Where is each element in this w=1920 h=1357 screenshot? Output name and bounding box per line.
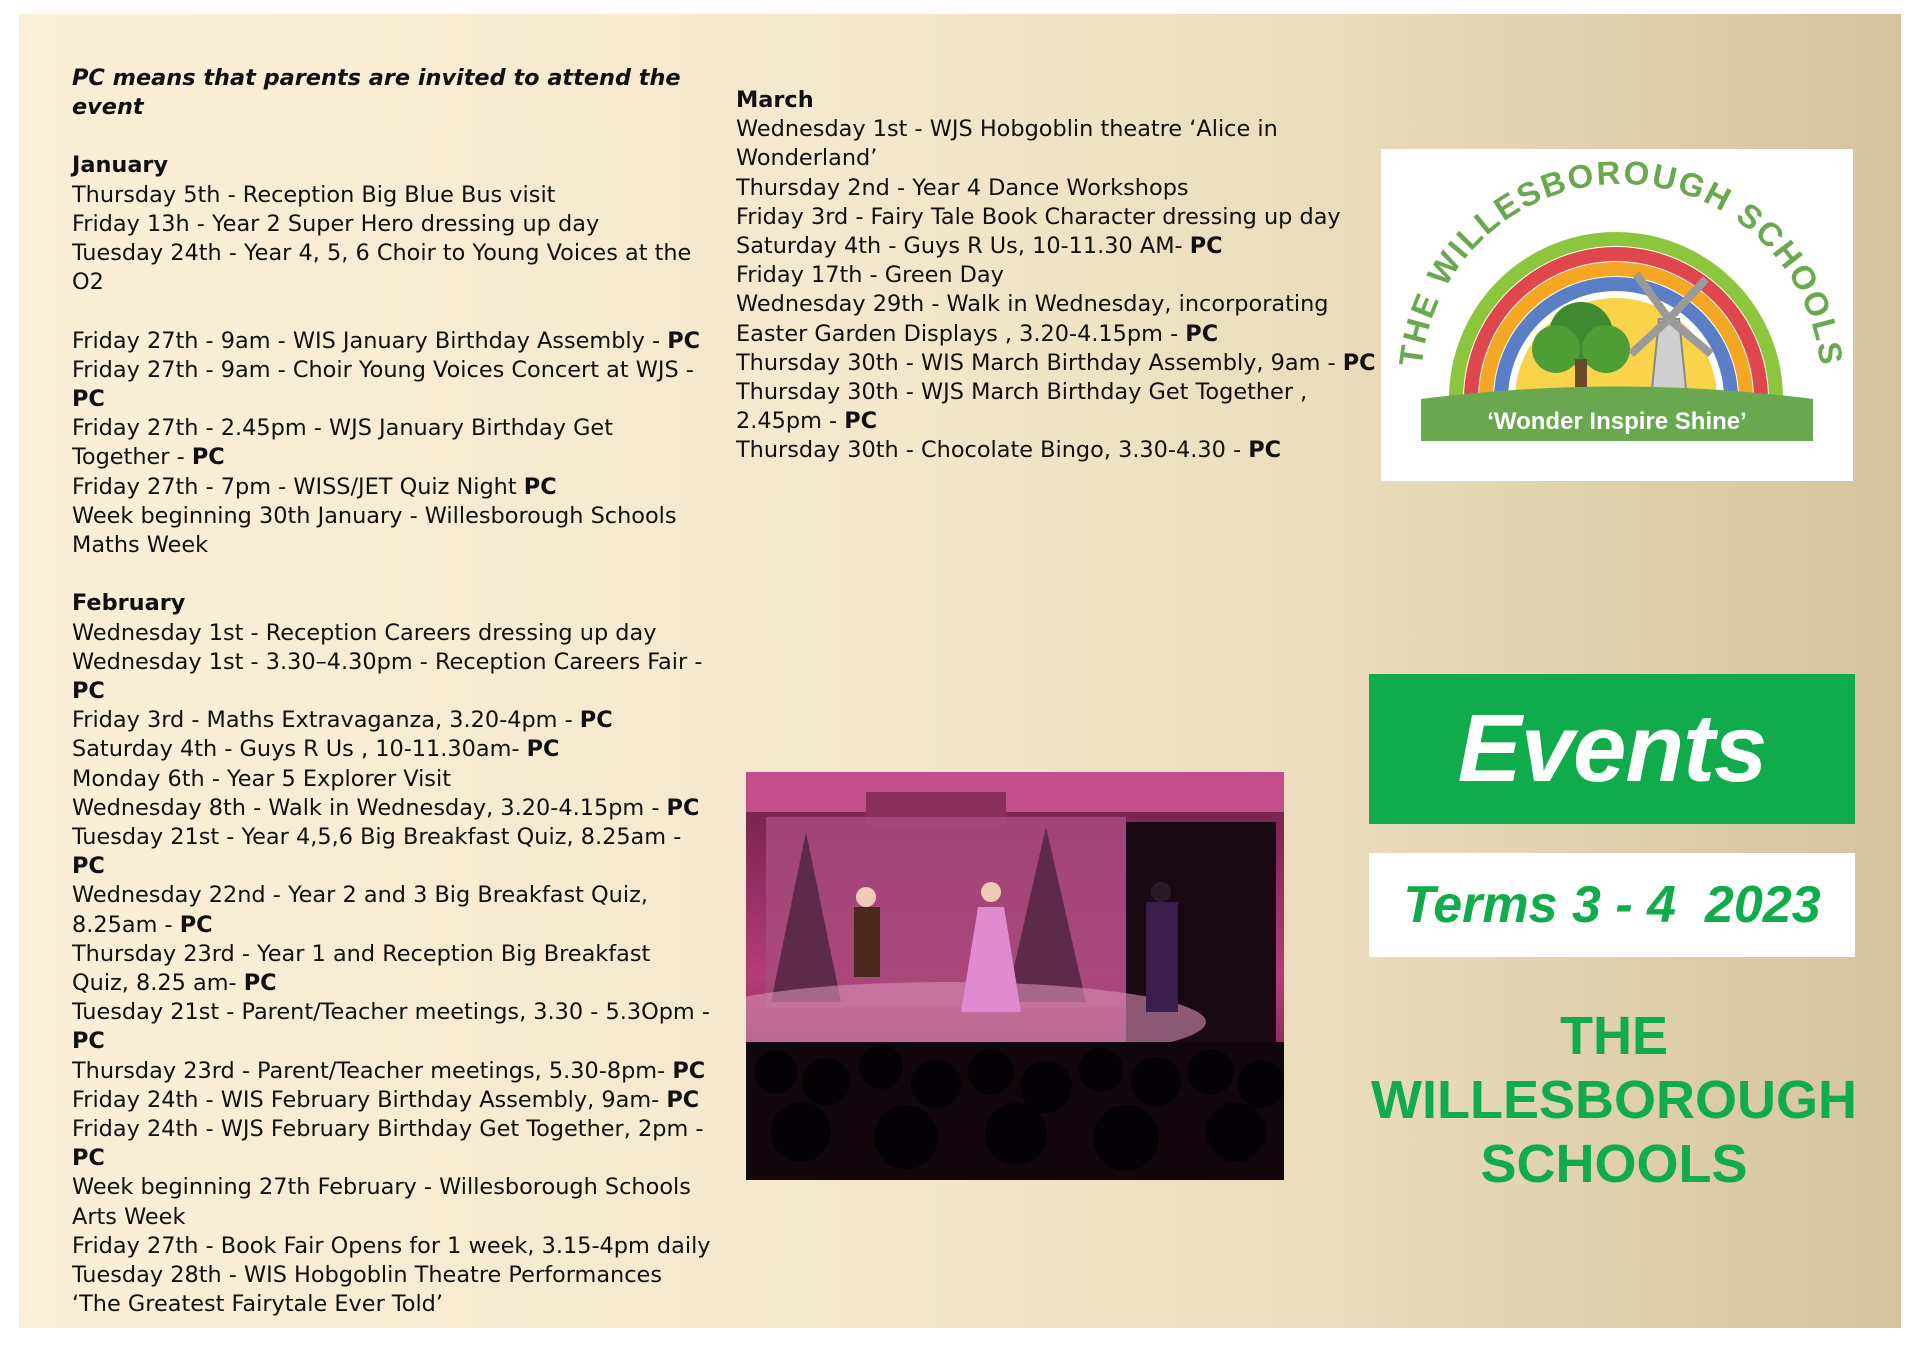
event-item xyxy=(72,765,712,794)
events-column-middle xyxy=(736,86,1376,466)
event-text: Week beginning 30th January - Willesborough Schools Maths Week xyxy=(72,502,677,559)
parents-invited-badge: PC xyxy=(1189,233,1223,260)
event-item xyxy=(72,239,712,297)
event-item xyxy=(736,378,1376,436)
event-item xyxy=(736,203,1376,232)
event-text: Thursday 2nd - Year 4 Dance Workshops xyxy=(736,174,1189,201)
event-text: Friday 27th - 7pm - WISS/JET Quiz Night xyxy=(72,473,524,500)
events-flyer xyxy=(19,14,1901,1328)
parents-invited-badge: PC xyxy=(243,970,277,997)
event-item xyxy=(736,290,1376,348)
event-text: Thursday 5th - Reception Big Blue Bus visit xyxy=(72,181,556,208)
event-text: Friday 17th - Green Day xyxy=(736,262,1004,289)
event-item xyxy=(736,232,1376,261)
event-item xyxy=(72,473,712,502)
event-item xyxy=(736,261,1376,290)
event-item xyxy=(72,881,712,939)
event-item xyxy=(72,502,712,560)
parents-invited-badge: PC xyxy=(526,736,560,763)
month-heading-february: February xyxy=(72,590,186,617)
parents-invited-badge: PC xyxy=(666,794,700,821)
parents-invited-badge: PC xyxy=(666,1086,700,1113)
event-item xyxy=(736,115,1376,173)
school-name-line: WILLESBOROUGH xyxy=(1371,1070,1857,1130)
event-text: Wednesday 29th - Walk in Wednesday, incorporating Easter Garden Displays , 3.20-4.15pm - xyxy=(736,291,1329,347)
event-text: Friday 24th - WJS February Birthday Get Together, 2pm - xyxy=(72,1116,704,1143)
event-item xyxy=(72,1057,712,1086)
event-item xyxy=(72,735,712,764)
event-item xyxy=(72,210,712,239)
events-column-left xyxy=(72,64,712,1320)
event-item xyxy=(72,619,712,648)
terms-subtitle: Terms 3 - 4 2023 xyxy=(1369,853,1855,957)
month-heading-march: March xyxy=(736,87,814,113)
event-text: Tuesday 28th - WIS Hobgoblin Theatre Performances ‘The Greatest Fairytale Ever Told’ xyxy=(72,1262,662,1318)
event-text: Wednesday 22nd - Year 2 and 3 Big Breakfast Quiz, 8.25am - xyxy=(72,882,648,938)
event-item xyxy=(736,174,1376,203)
event-text: Thursday 30th - WJS March Birthday Get Together , 2.45pm - xyxy=(736,379,1308,435)
event-text: Monday 6th - Year 5 Explorer Visit xyxy=(72,765,451,792)
logo-arc-text: THE WILLESBOROUGH SCHOOLS xyxy=(1391,153,1851,369)
event-item xyxy=(72,327,712,356)
event-item xyxy=(72,940,712,998)
event-text: Thursday 23rd - Parent/Teacher meetings, 5.30-8pm- xyxy=(72,1057,673,1084)
event-item xyxy=(72,356,712,414)
parents-invited-badge: PC xyxy=(72,853,105,880)
pc-explanation: PC means that parents are invited to attend the event xyxy=(72,65,681,121)
march-events xyxy=(736,115,1376,465)
list-spacer xyxy=(72,297,712,326)
event-item xyxy=(72,1261,712,1319)
event-item xyxy=(72,706,712,735)
parents-invited-badge: PC xyxy=(523,473,557,500)
event-text: Friday 3rd - Maths Extravaganza, 3.20-4pm - xyxy=(72,707,580,734)
event-text: Week beginning 27th February - Willesborough Schools Arts Week xyxy=(72,1174,691,1230)
parents-invited-badge: PC xyxy=(672,1057,706,1084)
event-item xyxy=(72,1173,712,1231)
logo-motto: ‘Wonder Inspire Shine’ xyxy=(1487,408,1747,435)
event-text: Tuesday 21st - Year 4,5,6 Big Breakfast Quiz, 8.25am - xyxy=(72,824,682,851)
event-item xyxy=(736,436,1376,465)
event-text: Friday 27th - Book Fair Opens for 1 week, 3.15-4pm daily xyxy=(72,1232,711,1259)
parents-invited-badge: PC xyxy=(667,327,701,354)
event-text: Friday 27th - 2.45pm - WJS January Birthday Get Together - xyxy=(72,415,613,471)
event-item xyxy=(72,823,712,881)
event-text: Thursday 30th - Chocolate Bingo, 3.30-4.30 - xyxy=(736,437,1249,464)
events-title: Events xyxy=(1369,674,1855,824)
event-text: Friday 27th - 9am - WIS January Birthday Assembly - xyxy=(72,327,668,354)
january-events xyxy=(72,181,712,561)
event-item xyxy=(72,998,712,1056)
event-item xyxy=(72,648,712,706)
event-item xyxy=(72,1086,712,1115)
parents-invited-badge: PC xyxy=(844,408,878,435)
theatre-performance-photo xyxy=(746,772,1284,1180)
event-text: Tuesday 24th - Year 4, 5, 6 Choir to Young Voices at the O2 xyxy=(72,240,692,296)
event-text: Saturday 4th - Guys R Us , 10-11.30am- xyxy=(72,736,527,763)
school-name-line: THE xyxy=(1560,1006,1668,1066)
event-item xyxy=(72,794,712,823)
event-item xyxy=(72,1115,712,1173)
event-text: Wednesday 8th - Walk in Wednesday, 3.20-4.15pm - xyxy=(72,794,667,821)
event-text: Wednesday 1st - Reception Careers dressing up day xyxy=(72,619,657,646)
school-name-line: SCHOOLS xyxy=(1480,1134,1748,1194)
event-text: Friday 27th - 9am - Choir Young Voices Concert at WJS - xyxy=(72,356,694,383)
parents-invited-badge: PC xyxy=(72,1028,105,1055)
event-item xyxy=(72,181,712,210)
parents-invited-badge: PC xyxy=(191,444,225,471)
parents-invited-badge: PC xyxy=(1185,320,1219,347)
event-text: Tuesday 21st - Parent/Teacher meetings, 3.30 - 5.3Opm - xyxy=(72,999,710,1026)
event-item xyxy=(72,414,712,472)
event-text: Thursday 30th - WIS March Birthday Assembly, 9am - xyxy=(736,349,1343,376)
event-text: Friday 13h - Year 2 Super Hero dressing up day xyxy=(72,210,600,237)
parents-invited-badge: PC xyxy=(579,707,613,734)
parents-invited-badge: PC xyxy=(72,678,105,705)
event-text: Wednesday 1st - WJS Hobgoblin theatre ‘Alice in Wonderland’ xyxy=(736,116,1278,172)
parents-invited-badge: PC xyxy=(72,1145,105,1172)
month-heading-january: January xyxy=(72,152,169,179)
event-text: Wednesday 1st - 3.30–4.30pm - Reception Careers Fair - xyxy=(72,648,703,675)
parents-invited-badge: PC xyxy=(1342,349,1376,376)
parents-invited-badge: PC xyxy=(179,911,213,938)
school-logo xyxy=(1381,149,1853,481)
event-text: Thursday 23rd - Year 1 and Reception Big Breakfast Quiz, 8.25 am- xyxy=(72,940,651,997)
parents-invited-badge: PC xyxy=(72,386,105,413)
parents-invited-badge: PC xyxy=(1248,437,1282,464)
event-text: Friday 24th - WIS February Birthday Assembly, 9am- xyxy=(72,1086,667,1113)
event-text: Saturday 4th - Guys R Us, 10-11.30 AM- xyxy=(736,233,1190,260)
february-events xyxy=(72,619,712,1320)
school-name xyxy=(1329,1004,1899,1196)
event-text: Friday 3rd - Fairy Tale Book Character dressing up day xyxy=(736,203,1341,230)
event-item xyxy=(72,1232,712,1261)
event-item xyxy=(736,349,1376,378)
